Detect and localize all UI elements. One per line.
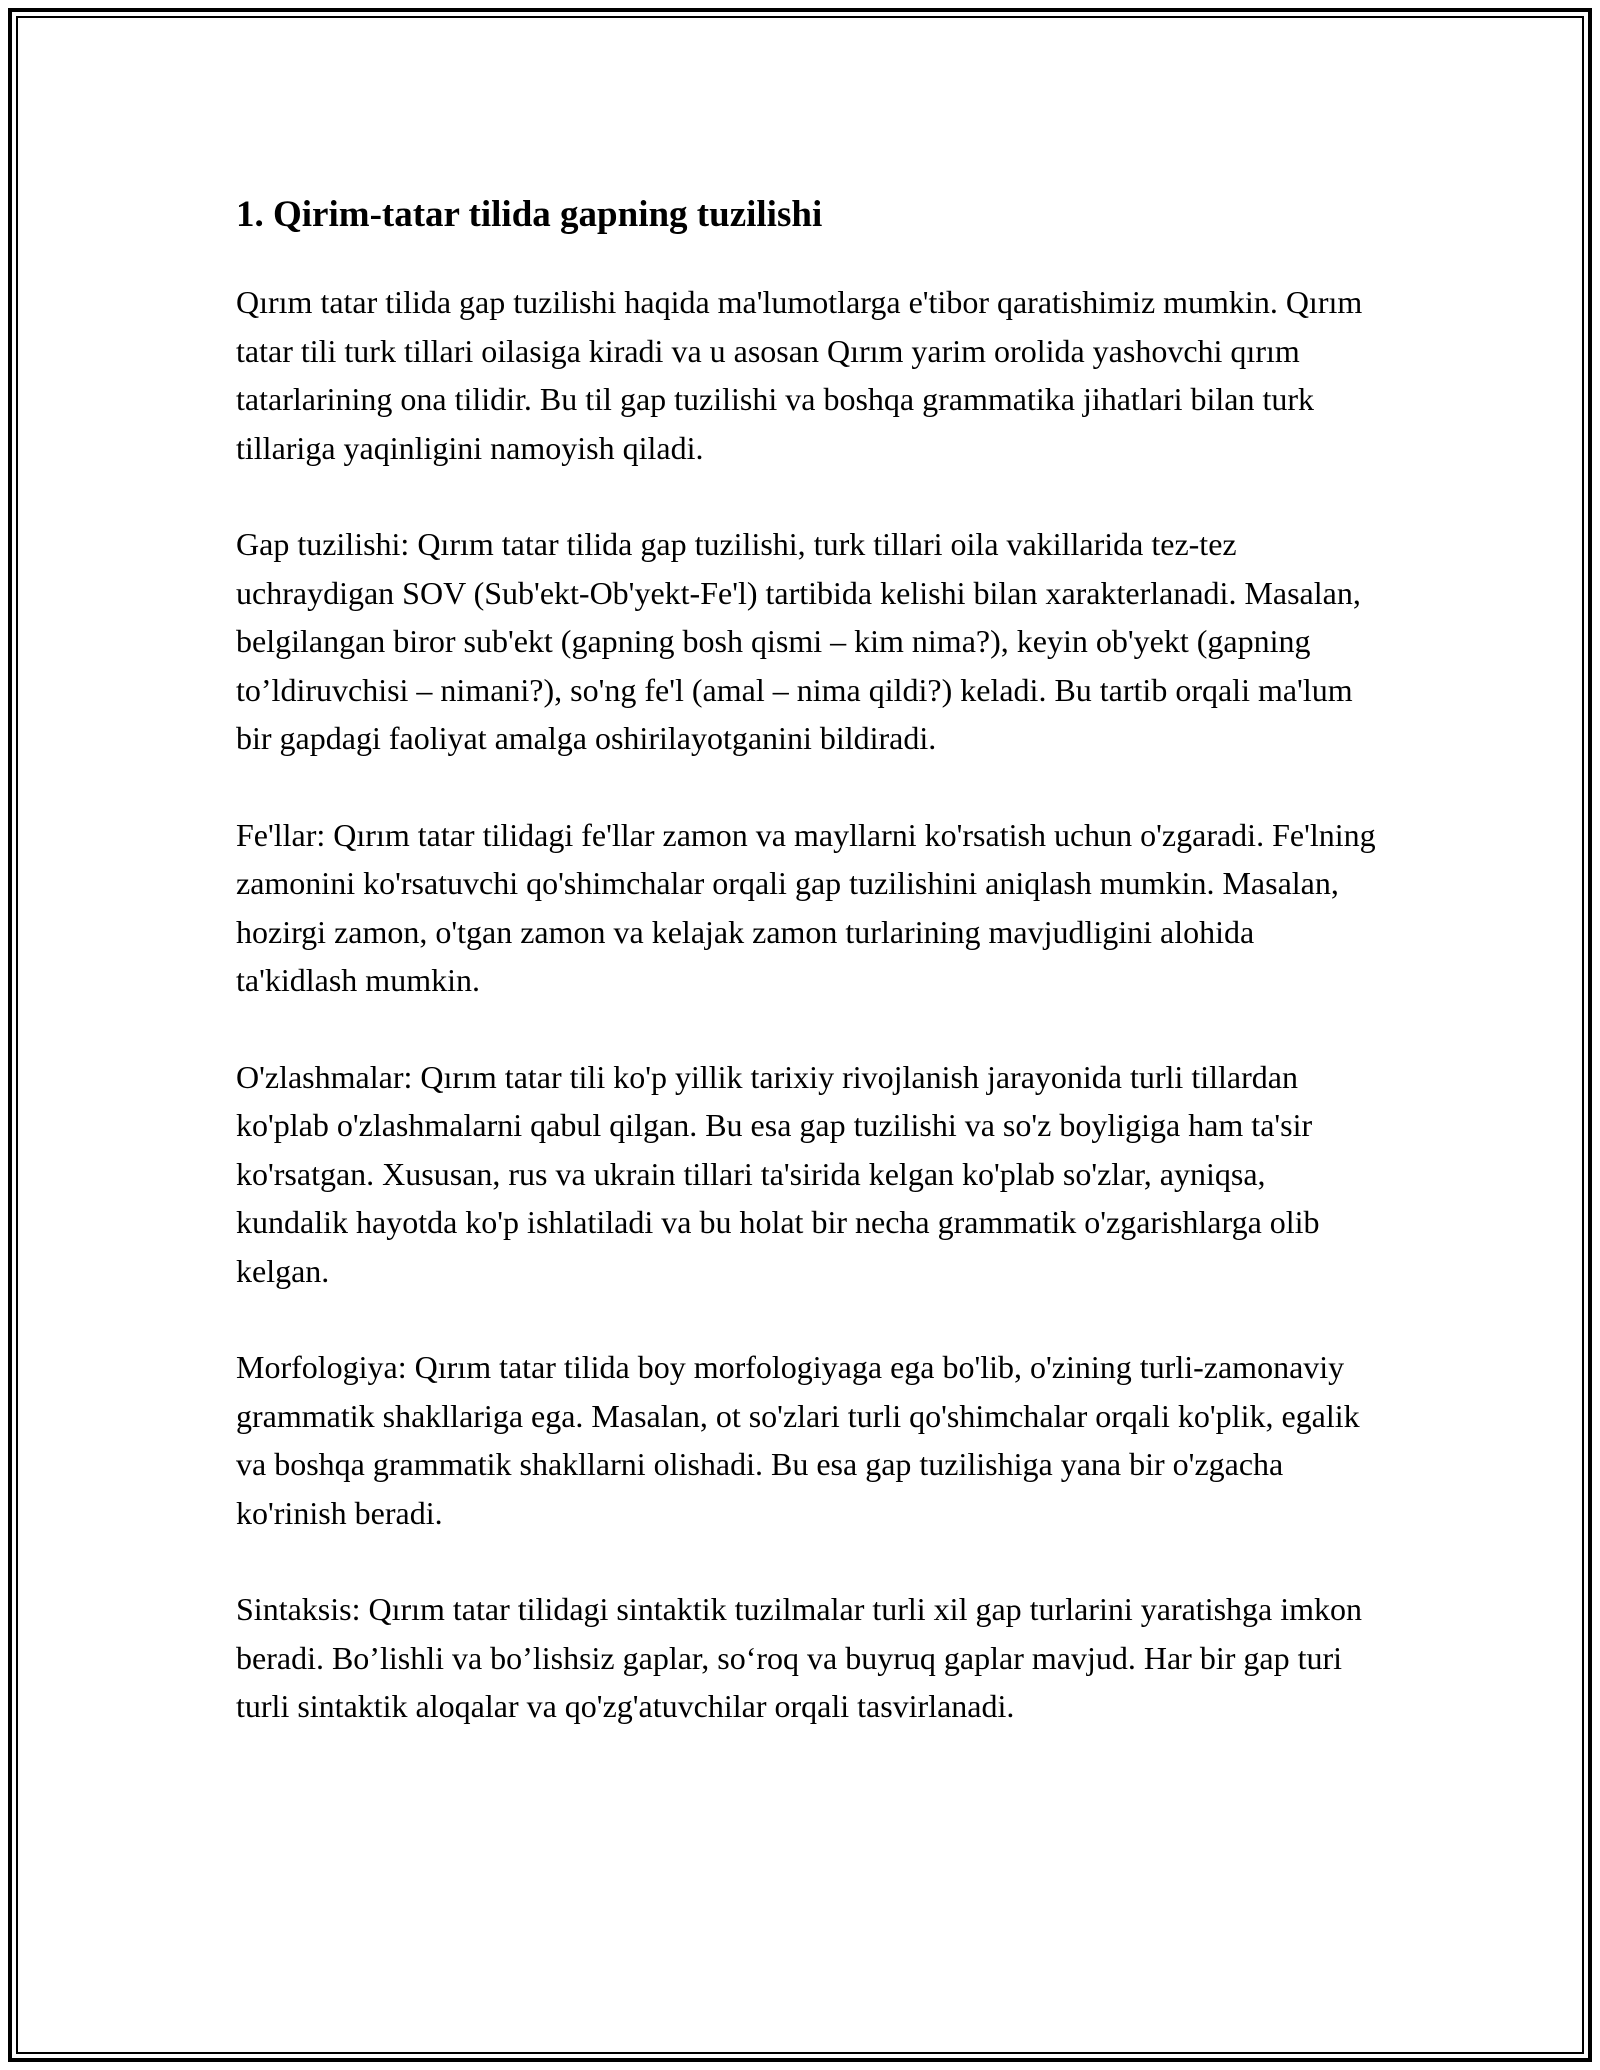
sentence-structure-paragraph: Gap tuzilishi: Qırım tatar tilida gap tuzilishi, turk tillari oila vakillarida tez-tez uchraydigan SOV (Sub'ekt-Ob'yekt-Fe'l) tartibida kelishi bilan xarakterlanadi. Masalan, belgilangan biror sub'ekt (gapning bosh qismi – kim nima?), keyin ob'yekt (gapning to’ldiruvchisi – nimani?), so'ng fe'l (amal – nima qildi?) keladi. Bu tartib orqali ma'lum bir gapdagi faoliyat amalga oshirilayotganini bildiradi. xyxy=(236,526,1361,756)
morphology-paragraph: Morfologiya: Qırım tatar tilida boy morfologiyaga ega bo'lib, o'zining turli-zamonaviy grammatik shakllariga ega. Masalan, ot so'zlari turli qo'shimchalar orqali ko'plik, egalik va boshqa grammatik shakllarni olishadi. Bu esa gap tuzilishiga yana bir o'zgacha ko'rinish beradi. xyxy=(236,1349,1360,1531)
document-body xyxy=(236,186,1376,1779)
verbs-paragraph: Fe'llar: Qırım tatar tilidagi fe'llar zamon va mayllarni ko'rsatish uchun o'zgaradi. Fe'lning zamonini ko'rsatuvchi qo'shimchalar orqali gap tuzilishini aniqlash mumkin. Masalan, hozirgi zamon, o'tgan zamon va kelajak zamon turlarining mavjudligini alohida ta'kidlash mumkin. xyxy=(236,816,1376,998)
syntax-paragraph: Sintaksis: Qırım tatar tilidagi sintaktik tuzilmalar turli xil gap turlarini yaratishga imkon beradi. Bo’lishli va bo’lishsiz gaplar, so‘roq va buyruq gaplar mavjud. Har bir gap turi turli sintaktik aloqalar va qo'zg'atuvchilar orqali tasvirlanadi. xyxy=(236,1591,1363,1724)
page-title: 1. Qirim-tatar tilida gapning tuzilishi xyxy=(236,194,823,235)
loanwords-paragraph: O'zlashmalar: Qırım tatar tili ko'p yillik tarixiy rivojlanish jarayonida turli tillardan ko'plab o'zlashmalarni qabul qilgan. Bu esa gap tuzilishi va so'z boyligiga ham ta'sir ko'rsatgan. Xususan, rus va ukrain tillari ta'sirida kelgan ko'plab so'zlar, ayniqsa, kundalik hayotda ko'p ishlatiladi va bu holat bir necha grammatik o'zgarishlarga olib kelgan. xyxy=(236,1058,1320,1289)
intro-paragraph: Qırım tatar tilida gap tuzilishi haqida ma'lumotlarga e'tibor qaratishimiz mumkin. Qırım tatar tili turk tillari oilasiga kiradi va u asosan Qırım yarim orolida yashovchi qırım tatarlarining ona tilidir. Bu til gap tuzilishi va boshqa grammatika jihatlari bilan turk tillariga yaqinligini namoyish qiladi. xyxy=(236,284,1363,466)
